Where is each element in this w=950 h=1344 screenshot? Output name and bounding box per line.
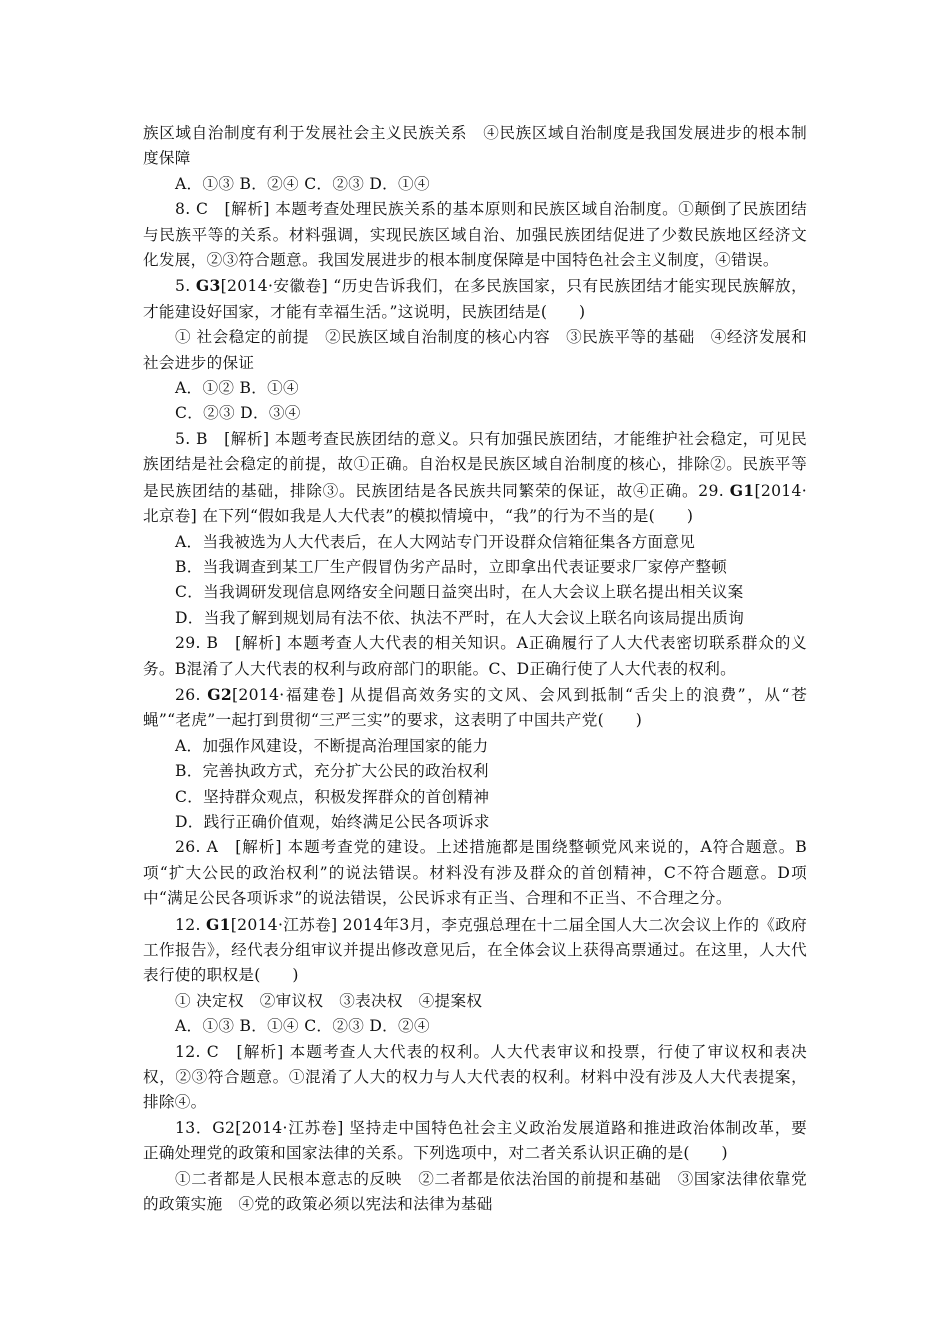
option-c: C．坚持群众观点，积极发挥群众的首创精神	[175, 787, 490, 806]
explanation-text: 5. B [解析] 本题考查民族团结的意义。只有加强民族团结，才能维护社会稳定，可见民族团结是社会稳定的前提，故①正确。自治权是民族区域自治制度的核心，排除②。民族平等是民族团结的基础，排除③。民族团结是各民族共同繁荣的保证，故④正确。29.	[143, 429, 807, 500]
statement-list: ① 决定权 ②审议权 ③表决权 ④提案权	[175, 991, 483, 1010]
option-b: B．当我调查到某工厂生产假冒伪劣产品时，立即拿出代表证要求厂家停产整顿	[175, 557, 728, 576]
explanation-paragraph: 29. B [解析] 本题考查人大代表的相关知识。A正确履行了人大代表密切联系群众的义务。B混淆了人大代表的权利与政府部门的职能。C、D正确行使了人大代表的权利。	[143, 634, 807, 678]
question-number: 26.	[175, 685, 208, 704]
option-b: B．完善执政方式，充分扩大公民的政治权利	[175, 762, 489, 781]
option-a: A．当我被选为人大代表后，在人大网站专门开设群众信箱征集各方面意见	[175, 532, 696, 551]
explanation-paragraph: 12. C [解析] 本题考查人大代表的权利。人大代表审议和投票，行使了审议权和表决权，②③符合题意。①混淆了人大的权力与人大代表的权利。材料中没有涉及人大代表提案，排除④。	[143, 1042, 807, 1112]
statement-list: ① 社会稳定的前提 ②民族区域自治制度的核心内容 ③民族平等的基础 ④经济发展和社会进步的保证	[143, 328, 807, 372]
option-c: C．当我调研发现信息网络安全问题日益突出时，在人大会议上联名提出相关议案	[175, 583, 744, 602]
explanation-paragraph: 26. A [解析] 本题考查党的建设。上述措施都是围绕整顿党风来说的，A符合题意。B项“扩大公民的政治权利”的说法错误。材料没有涉及群众的首创精神，C不符合题意。D项中“满足公民各项诉求”的说法错误，公民诉求有正当、合理和不正当、不合理之分。	[143, 838, 807, 908]
document-body	[143, 121, 807, 1217]
question-number: 12.	[175, 915, 206, 934]
question-paragraph: 13．G2[2014·江苏卷] 坚持走中国特色社会主义政治发展道路和推进政治体制改革，要正确处理党的政策和国家法律的关系。下列选项中，对二者关系认识正确的是( )	[143, 1118, 807, 1163]
question-code: G1	[729, 480, 755, 500]
question-paragraph	[143, 273, 807, 325]
question-text: [2014·北京卷] 在下列“假如我是人大代表”的模拟情境中，“我”的行为不当的是( )	[143, 481, 807, 526]
question-number: 5.	[175, 277, 196, 296]
answer-options: A．①② B．①④	[175, 379, 299, 398]
question-code: G1	[205, 914, 231, 934]
answer-options: A．①③ B．①④ C．②③ D．②④	[175, 1017, 430, 1036]
explanation-paragraph	[143, 427, 807, 530]
question-text: [2014·福建卷] 从提倡高效务实的文风、会风到抵制“舌尖上的浪费”，从“苍蝇”“老虎”一起打到贯彻“三严三实”的要求，这表明了中国共产党( )	[143, 685, 807, 730]
question-text: [2014·安徽卷] “历史告诉我们，在多民族国家，只有民族团结才能实现民族解放，才能建设好国家，才能有幸福生活。”这说明，民族团结是( )	[143, 277, 807, 321]
question-code: G2	[207, 684, 233, 704]
option-a: A．加强作风建设，不断提高治理国家的能力	[175, 736, 489, 755]
answer-options: A．①③ B．②④ C．②③ D．①④	[175, 174, 430, 193]
answer-options: C．②③ D．③④	[175, 404, 301, 423]
statement-list: ①二者都是人民根本意志的反映 ②二者都是依法治国的前提和基础 ③国家法律依靠党的政策实施 ④党的政策必须以宪法和法律为基础	[143, 1169, 807, 1214]
option-d: D．践行正确价值观，始终满足公民各项诉求	[175, 812, 490, 831]
question-text: [2014·江苏卷] 2014年3月，李克强总理在十二届全国人大二次会议上作的《政府工作报告》，经代表分组审议并提出修改意见后，在全体会议上获得高票通过。在这里，人大代表行使的职权是( )	[143, 915, 807, 985]
question-paragraph	[143, 682, 807, 734]
option-d: D．当我了解到规划局有法不依、执法不严时，在人大会议上联名向该局提出质询	[175, 608, 745, 627]
question-code: G3	[195, 276, 221, 296]
explanation-paragraph: 8. C [解析] 本题考查处理民族关系的基本原则和民族区域自治制度。①颠倒了民族团结与民族平等的关系。材料强调，实现民族区域自治、加强民族团结促进了少数民族地区经济文化发展，②③符合题意。我国发展进步的根本制度保障是中国特色社会主义制度，④错误。	[143, 200, 807, 270]
paragraph-continuation: 族区域自治制度有利于发展社会主义民族关系 ④民族区域自治制度是我国发展进步的根本制度保障	[143, 124, 807, 168]
question-paragraph	[143, 912, 807, 989]
